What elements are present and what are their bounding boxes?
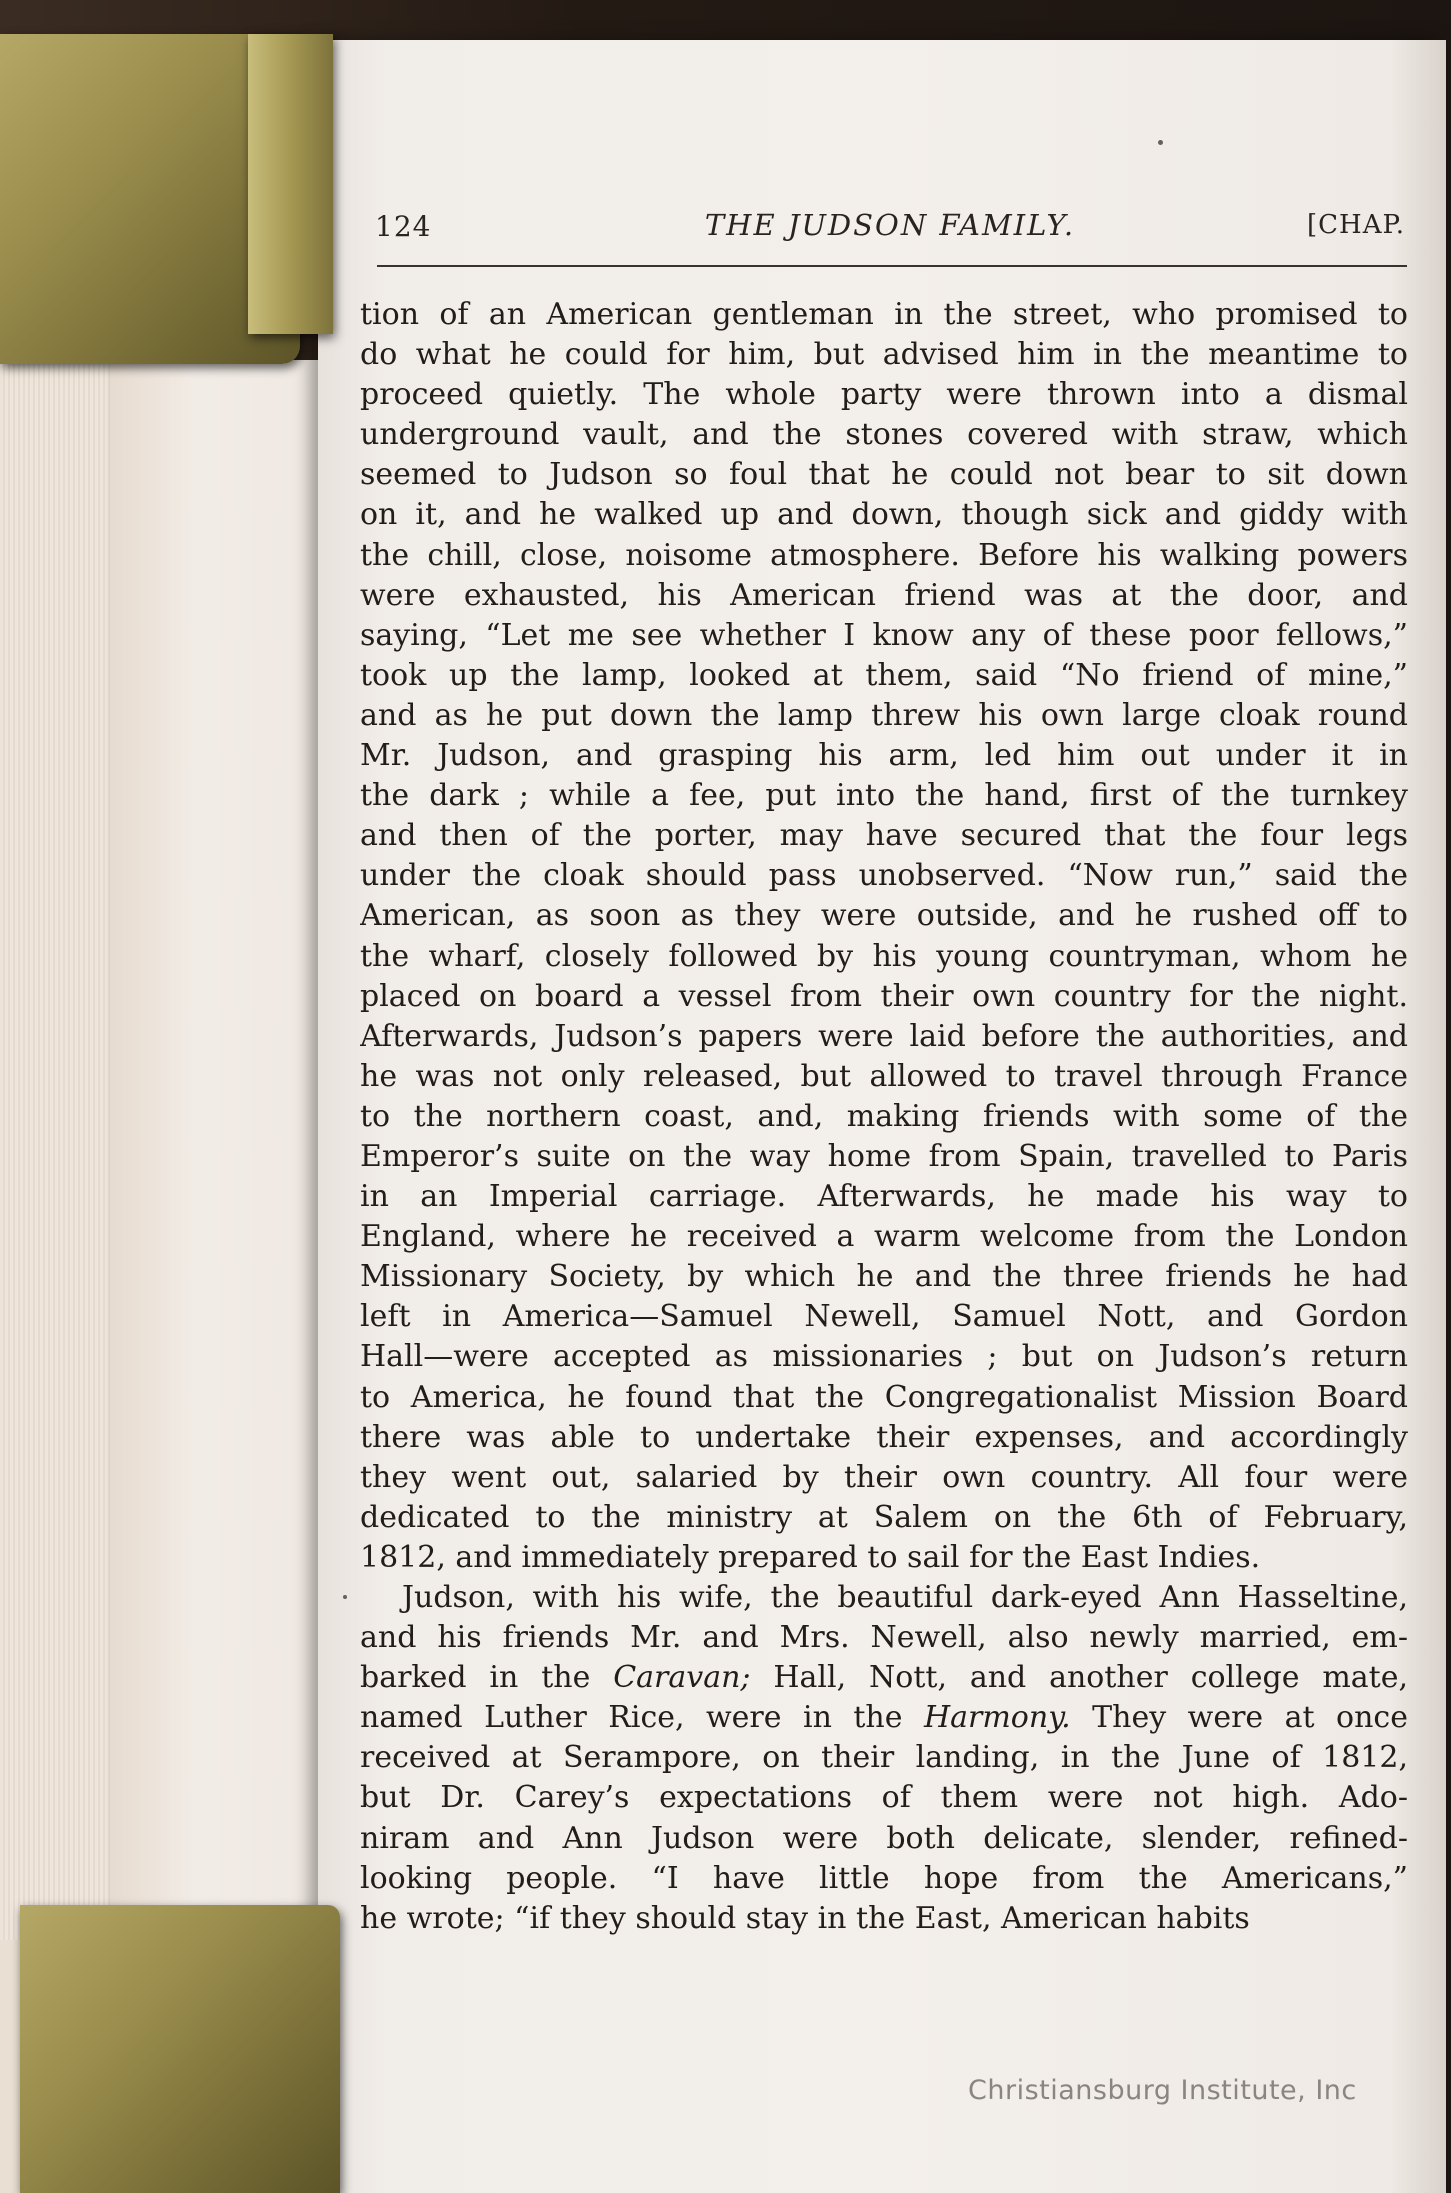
text-line: Hall—were accepted as missionaries ; but on Judson’s return	[360, 1339, 1408, 1375]
text-line: 1812, and immediately prepared to sail for the East Indies.	[360, 1539, 1261, 1575]
text-line: and as he put down the lamp threw his own large cloak round	[360, 697, 1408, 733]
book-page-edges	[0, 360, 120, 2160]
text-line: left in America—Samuel Newell, Samuel Nott, and Gordon	[360, 1299, 1408, 1335]
text-line: took up the lamp, looked at them, said “No friend of mine,”	[360, 657, 1408, 693]
text-line: the dark ; while a fee, put into the hand, first of the turnkey	[360, 778, 1408, 814]
text-line: barked in the Caravan; Hall, Nott, and another college mate,	[360, 1660, 1408, 1696]
text-line: the wharf, closely followed by his young countryman, whom he	[360, 938, 1408, 974]
text-line: named Luther Rice, were in the Harmony. They were at once	[360, 1700, 1408, 1736]
text-line: in an Imperial carriage. Afterwards, he made his way to	[360, 1179, 1408, 1215]
body-text	[360, 295, 1408, 1939]
running-head: THE JUDSON FAMILY.	[704, 208, 1076, 242]
text-line: he wrote; “if they should stay in the East, American habits	[360, 1900, 1250, 1936]
text-line: he was not only released, but allowed to travel through France	[360, 1058, 1408, 1094]
text-line: the chill, close, noisome atmosphere. Before his walking powers	[360, 537, 1408, 573]
text-line: Afterwards, Judson’s papers were laid before the authorities, and	[360, 1018, 1408, 1054]
text-line: proceed quietly. The whole party were thrown into a dismal	[360, 377, 1408, 413]
text-line: they went out, salaried by their own country. All four were	[360, 1459, 1408, 1495]
text-line: there was able to undertake their expenses, and accordingly	[360, 1419, 1408, 1455]
page-number: 124	[375, 210, 432, 243]
text-line: Emperor’s suite on the way home from Spain, travelled to Paris	[360, 1138, 1408, 1174]
text-line: Judson, with his wife, the beautiful dark-eyed Ann Hasseltine,	[402, 1580, 1408, 1615]
text-line: were exhausted, his American friend was at the door, and	[360, 577, 1408, 613]
page-speck	[1158, 140, 1163, 145]
watermark: Christiansburg Institute, Inc	[968, 2075, 1357, 2106]
text-line: to America, he found that the Congregationalist Mission Board	[360, 1379, 1408, 1415]
gilt-clip-top-edge	[248, 34, 333, 334]
text-line: seemed to Judson so foul that he could not bear to sit down	[360, 457, 1408, 493]
chapter-mark: [CHAP.	[1307, 210, 1405, 240]
text-line: to the northern coast, and, making friends with some of the	[360, 1098, 1408, 1134]
text-line: underground vault, and the stones covered with straw, which	[360, 417, 1408, 453]
text-line: received at Serampore, on their landing, in the June of 1812,	[360, 1740, 1408, 1776]
page-speck	[343, 1595, 347, 1599]
text-line: Missionary Society, by which he and the three friends he had	[360, 1259, 1408, 1295]
text-line: looking people. “I have little hope from the Americans,”	[360, 1860, 1408, 1896]
gilt-clip-bottom	[20, 1905, 340, 2193]
text-line: Mr. Judson, and grasping his arm, led him out under it in	[360, 738, 1408, 774]
text-line: England, where he received a warm welcome from the London	[360, 1219, 1408, 1255]
header-rule	[377, 265, 1407, 267]
text-line: but Dr. Carey’s expectations of them were not high. Ado-	[360, 1780, 1408, 1816]
text-line: niram and Ann Judson were both delicate, slender, refined-	[360, 1820, 1408, 1856]
text-line: saying, “Let me see whether I know any of these poor fellows,”	[360, 617, 1408, 653]
text-line: and then of the porter, may have secured that the four legs	[360, 818, 1408, 854]
text-line: tion of an American gentleman in the street, who promised to	[360, 297, 1408, 332]
text-line: placed on board a vessel from their own country for the night.	[360, 978, 1408, 1014]
text-line: do what he could for him, but advised him in the meantime to	[360, 337, 1408, 373]
text-line: dedicated to the ministry at Salem on the 6th of February,	[360, 1499, 1408, 1535]
text-line: American, as soon as they were outside, and he rushed off to	[360, 898, 1408, 934]
text-line: and his friends Mr. and Mrs. Newell, also newly married, em-	[360, 1620, 1408, 1656]
text-line: under the cloak should pass unobserved. “Now run,” said the	[360, 858, 1408, 894]
page-header	[375, 200, 1405, 260]
text-line: on it, and he walked up and down, though sick and giddy with	[360, 497, 1408, 533]
